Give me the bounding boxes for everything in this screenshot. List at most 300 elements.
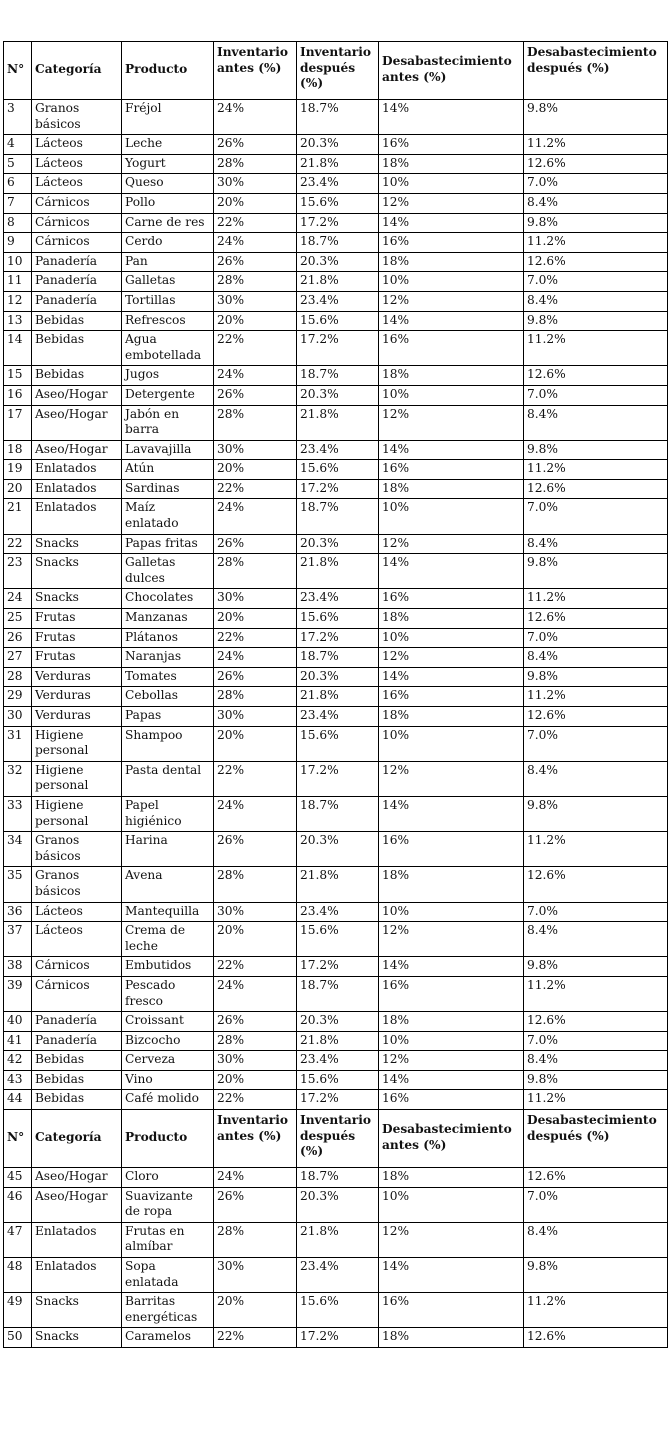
cell-shortage-before: 12%	[379, 648, 524, 668]
table-row	[4, 1051, 668, 1071]
cell-inventory-after: 15.6%	[297, 1293, 379, 1328]
cell-category: Frutas	[32, 648, 122, 668]
table-row	[4, 499, 668, 534]
cell-inventory-after: 21.8%	[297, 867, 379, 902]
cell-product: Cerdo	[122, 233, 214, 253]
cell-inventory-after: 20.3%	[297, 252, 379, 272]
cell-shortage-before: 16%	[379, 589, 524, 609]
cell-shortage-before: 14%	[379, 213, 524, 233]
cell-shortage-before: 14%	[379, 796, 524, 831]
cell-inventory-after: 20.3%	[297, 534, 379, 554]
cell-category: Frutas	[32, 628, 122, 648]
cell-category: Panadería	[32, 291, 122, 311]
cell-inventory-after: 23.4%	[297, 1051, 379, 1071]
table-row	[4, 707, 668, 727]
cell-category: Enlatados	[32, 499, 122, 534]
cell-inventory-before: 24%	[214, 366, 297, 386]
cell-inventory-before: 26%	[214, 135, 297, 155]
cell-shortage-before: 12%	[379, 405, 524, 440]
cell-shortage-after: 7.0%	[524, 902, 668, 922]
cell-category: Granos básicos	[32, 832, 122, 867]
cell-inventory-before: 22%	[214, 761, 297, 796]
cell-category: Lácteos	[32, 154, 122, 174]
cell-category: Panadería	[32, 1012, 122, 1032]
cell-shortage-before: 14%	[379, 1258, 524, 1293]
table-row	[4, 331, 668, 366]
cell-inventory-before: 28%	[214, 154, 297, 174]
cell-inventory-after: 21.8%	[297, 1222, 379, 1257]
cell-product: Pasta dental	[122, 761, 214, 796]
cell-shortage-before: 10%	[379, 272, 524, 292]
data-table	[3, 41, 668, 1348]
cell-product: Barritas energéticas	[122, 1293, 214, 1328]
cell-number: 50	[4, 1328, 32, 1348]
cell-product: Sardinas	[122, 479, 214, 499]
cell-shortage-before: 16%	[379, 976, 524, 1011]
cell-inventory-after: 15.6%	[297, 922, 379, 957]
cell-shortage-before: 10%	[379, 726, 524, 761]
cell-product: Caramelos	[122, 1328, 214, 1348]
cell-inventory-after: 17.2%	[297, 1090, 379, 1110]
cell-shortage-after: 9.8%	[524, 100, 668, 135]
cell-shortage-before: 10%	[379, 902, 524, 922]
cell-inventory-before: 22%	[214, 213, 297, 233]
cell-shortage-before: 18%	[379, 154, 524, 174]
cell-inventory-before: 28%	[214, 272, 297, 292]
cell-shortage-before: 14%	[379, 440, 524, 460]
cell-product: Mantequilla	[122, 902, 214, 922]
cell-number: 12	[4, 291, 32, 311]
cell-inventory-before: 22%	[214, 1328, 297, 1348]
cell-inventory-before: 30%	[214, 589, 297, 609]
cell-product: Carne de res	[122, 213, 214, 233]
cell-product: Naranjas	[122, 648, 214, 668]
table-row	[4, 311, 668, 331]
cell-inventory-after: 20.3%	[297, 1012, 379, 1032]
cell-category: Lácteos	[32, 922, 122, 957]
cell-shortage-before: 12%	[379, 1051, 524, 1071]
cell-shortage-after: 12.6%	[524, 252, 668, 272]
table-row	[4, 213, 668, 233]
cell-shortage-after: 8.4%	[524, 405, 668, 440]
cell-inventory-after: 23.4%	[297, 589, 379, 609]
cell-inventory-after: 17.2%	[297, 479, 379, 499]
cell-inventory-after: 15.6%	[297, 1070, 379, 1090]
table-row	[4, 1222, 668, 1257]
cell-shortage-after: 11.2%	[524, 589, 668, 609]
cell-product: Atún	[122, 460, 214, 480]
cell-shortage-after: 11.2%	[524, 832, 668, 867]
cell-shortage-before: 12%	[379, 291, 524, 311]
cell-inventory-before: 24%	[214, 1168, 297, 1188]
cell-inventory-after: 18.7%	[297, 366, 379, 386]
cell-shortage-before: 18%	[379, 867, 524, 902]
cell-shortage-after: 12.6%	[524, 1328, 668, 1348]
cell-shortage-before: 14%	[379, 554, 524, 589]
table-row	[4, 154, 668, 174]
cell-inventory-after: 17.2%	[297, 761, 379, 796]
cell-category: Panadería	[32, 252, 122, 272]
table-row	[4, 796, 668, 831]
cell-inventory-after: 23.4%	[297, 174, 379, 194]
cell-inventory-before: 30%	[214, 440, 297, 460]
table-row	[4, 479, 668, 499]
table-row	[4, 534, 668, 554]
cell-inventory-before: 24%	[214, 796, 297, 831]
cell-inventory-before: 20%	[214, 193, 297, 213]
table-row	[4, 902, 668, 922]
cell-shortage-after: 11.2%	[524, 331, 668, 366]
cell-inventory-before: 30%	[214, 902, 297, 922]
table-row	[4, 460, 668, 480]
cell-number: 14	[4, 331, 32, 366]
cell-inventory-before: 28%	[214, 1031, 297, 1051]
cell-number: 27	[4, 648, 32, 668]
cell-product: Crema de leche	[122, 922, 214, 957]
cell-number: 21	[4, 499, 32, 534]
cell-inventory-after: 21.8%	[297, 154, 379, 174]
cell-product: Galletas	[122, 272, 214, 292]
cell-inventory-before: 26%	[214, 667, 297, 687]
table-row	[4, 366, 668, 386]
cell-shortage-after: 9.8%	[524, 957, 668, 977]
cell-shortage-after: 7.0%	[524, 385, 668, 405]
cell-shortage-after: 9.8%	[524, 554, 668, 589]
cell-category: Snacks	[32, 554, 122, 589]
cell-shortage-after: 11.2%	[524, 687, 668, 707]
cell-product: Leche	[122, 135, 214, 155]
cell-shortage-before: 14%	[379, 100, 524, 135]
cell-shortage-after: 7.0%	[524, 272, 668, 292]
cell-number: 36	[4, 902, 32, 922]
cell-product: Suavizante de ropa	[122, 1187, 214, 1222]
cell-product: Papel higiénico	[122, 796, 214, 831]
cell-category: Enlatados	[32, 479, 122, 499]
cell-inventory-after: 18.7%	[297, 499, 379, 534]
cell-category: Higiene personal	[32, 796, 122, 831]
cell-product: Pollo	[122, 193, 214, 213]
cell-number: 33	[4, 796, 32, 831]
header-inventory-before: Inventario antes (%)	[214, 1110, 297, 1168]
cell-inventory-after: 18.7%	[297, 796, 379, 831]
cell-inventory-after: 17.2%	[297, 213, 379, 233]
cell-category: Panadería	[32, 272, 122, 292]
cell-shortage-after: 9.8%	[524, 311, 668, 331]
cell-number: 42	[4, 1051, 32, 1071]
header-row	[4, 42, 668, 100]
cell-number: 32	[4, 761, 32, 796]
cell-category: Enlatados	[32, 1258, 122, 1293]
cell-shortage-after: 7.0%	[524, 1031, 668, 1051]
cell-shortage-after: 11.2%	[524, 1293, 668, 1328]
cell-product: Plátanos	[122, 628, 214, 648]
cell-product: Cebollas	[122, 687, 214, 707]
cell-number: 25	[4, 609, 32, 629]
cell-inventory-after: 18.7%	[297, 100, 379, 135]
cell-inventory-before: 28%	[214, 405, 297, 440]
cell-shortage-after: 7.0%	[524, 628, 668, 648]
cell-number: 28	[4, 667, 32, 687]
cell-product: Jabón en barra	[122, 405, 214, 440]
cell-category: Lácteos	[32, 135, 122, 155]
cell-shortage-before: 18%	[379, 1168, 524, 1188]
cell-inventory-before: 30%	[214, 707, 297, 727]
cell-shortage-before: 12%	[379, 193, 524, 213]
cell-shortage-after: 12.6%	[524, 867, 668, 902]
cell-shortage-before: 16%	[379, 135, 524, 155]
cell-inventory-before: 20%	[214, 1070, 297, 1090]
cell-category: Verduras	[32, 687, 122, 707]
cell-inventory-before: 30%	[214, 291, 297, 311]
cell-category: Snacks	[32, 589, 122, 609]
cell-product: Chocolates	[122, 589, 214, 609]
table-row	[4, 1168, 668, 1188]
cell-inventory-after: 15.6%	[297, 726, 379, 761]
cell-category: Bebidas	[32, 366, 122, 386]
cell-product: Manzanas	[122, 609, 214, 629]
cell-number: 30	[4, 707, 32, 727]
table-row	[4, 922, 668, 957]
cell-category: Snacks	[32, 534, 122, 554]
cell-shortage-after: 7.0%	[524, 1187, 668, 1222]
table-row	[4, 1090, 668, 1110]
cell-product: Shampoo	[122, 726, 214, 761]
cell-number: 3	[4, 100, 32, 135]
cell-inventory-before: 20%	[214, 726, 297, 761]
cell-inventory-after: 20.3%	[297, 667, 379, 687]
cell-shortage-after: 11.2%	[524, 1090, 668, 1110]
cell-number: 41	[4, 1031, 32, 1051]
cell-shortage-after: 8.4%	[524, 534, 668, 554]
table-row	[4, 554, 668, 589]
cell-product: Yogurt	[122, 154, 214, 174]
cell-shortage-before: 10%	[379, 628, 524, 648]
cell-inventory-after: 23.4%	[297, 440, 379, 460]
cell-number: 39	[4, 976, 32, 1011]
cell-inventory-before: 22%	[214, 1090, 297, 1110]
cell-inventory-before: 26%	[214, 1012, 297, 1032]
cell-category: Panadería	[32, 1031, 122, 1051]
cell-number: 6	[4, 174, 32, 194]
cell-shortage-after: 8.4%	[524, 291, 668, 311]
cell-category: Verduras	[32, 707, 122, 727]
cell-number: 46	[4, 1187, 32, 1222]
cell-shortage-after: 8.4%	[524, 193, 668, 213]
cell-product: Pescado fresco	[122, 976, 214, 1011]
cell-inventory-before: 30%	[214, 1051, 297, 1071]
cell-shortage-before: 16%	[379, 832, 524, 867]
cell-shortage-after: 9.8%	[524, 667, 668, 687]
cell-number: 17	[4, 405, 32, 440]
cell-category: Aseo/Hogar	[32, 385, 122, 405]
cell-inventory-before: 20%	[214, 311, 297, 331]
cell-inventory-after: 17.2%	[297, 1328, 379, 1348]
cell-inventory-after: 15.6%	[297, 193, 379, 213]
cell-shortage-after: 8.4%	[524, 761, 668, 796]
header-number: N°	[4, 1110, 32, 1168]
table-body	[4, 42, 668, 1348]
cell-inventory-before: 22%	[214, 479, 297, 499]
cell-number: 26	[4, 628, 32, 648]
header-inventory-after: Inventario después (%)	[297, 42, 379, 100]
cell-number: 22	[4, 534, 32, 554]
cell-number: 16	[4, 385, 32, 405]
header-number: N°	[4, 42, 32, 100]
cell-product: Café molido	[122, 1090, 214, 1110]
cell-number: 43	[4, 1070, 32, 1090]
header-category: Categoría	[32, 42, 122, 100]
table-row	[4, 589, 668, 609]
cell-category: Higiene personal	[32, 761, 122, 796]
cell-product: Refrescos	[122, 311, 214, 331]
table-row	[4, 174, 668, 194]
cell-shortage-after: 12.6%	[524, 366, 668, 386]
cell-shortage-after: 9.8%	[524, 1258, 668, 1293]
table-row	[4, 385, 668, 405]
table-row	[4, 648, 668, 668]
cell-shortage-before: 12%	[379, 534, 524, 554]
cell-number: 48	[4, 1258, 32, 1293]
cell-number: 11	[4, 272, 32, 292]
table-row	[4, 609, 668, 629]
cell-shortage-before: 16%	[379, 687, 524, 707]
cell-number: 24	[4, 589, 32, 609]
cell-inventory-before: 30%	[214, 174, 297, 194]
cell-shortage-after: 9.8%	[524, 213, 668, 233]
cell-number: 8	[4, 213, 32, 233]
table-row	[4, 1293, 668, 1328]
cell-shortage-before: 18%	[379, 1328, 524, 1348]
cell-shortage-before: 18%	[379, 1012, 524, 1032]
header-inventory-before: Inventario antes (%)	[214, 42, 297, 100]
cell-product: Cerveza	[122, 1051, 214, 1071]
cell-shortage-before: 14%	[379, 667, 524, 687]
cell-number: 47	[4, 1222, 32, 1257]
cell-inventory-after: 18.7%	[297, 976, 379, 1011]
table-row	[4, 135, 668, 155]
table-row	[4, 1328, 668, 1348]
cell-inventory-after: 21.8%	[297, 1031, 379, 1051]
cell-product: Tortillas	[122, 291, 214, 311]
table-row	[4, 628, 668, 648]
cell-product: Bizcocho	[122, 1031, 214, 1051]
cell-product: Pan	[122, 252, 214, 272]
cell-category: Bebidas	[32, 1070, 122, 1090]
table-row	[4, 761, 668, 796]
cell-inventory-after: 23.4%	[297, 707, 379, 727]
cell-shortage-after: 8.4%	[524, 648, 668, 668]
cell-category: Granos básicos	[32, 867, 122, 902]
cell-inventory-before: 28%	[214, 1222, 297, 1257]
table-row	[4, 957, 668, 977]
cell-shortage-after: 7.0%	[524, 499, 668, 534]
cell-shortage-before: 10%	[379, 385, 524, 405]
cell-number: 49	[4, 1293, 32, 1328]
cell-shortage-before: 18%	[379, 252, 524, 272]
header-shortage-after: Desabastecimiento después (%)	[524, 42, 668, 100]
cell-inventory-before: 28%	[214, 554, 297, 589]
cell-shortage-after: 9.8%	[524, 796, 668, 831]
cell-inventory-before: 20%	[214, 1293, 297, 1328]
cell-shortage-before: 16%	[379, 331, 524, 366]
cell-inventory-after: 21.8%	[297, 554, 379, 589]
cell-inventory-after: 20.3%	[297, 832, 379, 867]
table-row	[4, 1012, 668, 1032]
cell-product: Tomates	[122, 667, 214, 687]
cell-inventory-after: 15.6%	[297, 609, 379, 629]
cell-product: Croissant	[122, 1012, 214, 1032]
header-inventory-after: Inventario después (%)	[297, 1110, 379, 1168]
cell-category: Bebidas	[32, 1090, 122, 1110]
table-row	[4, 1187, 668, 1222]
cell-product: Queso	[122, 174, 214, 194]
table-row	[4, 667, 668, 687]
cell-shortage-before: 16%	[379, 233, 524, 253]
cell-category: Lácteos	[32, 174, 122, 194]
cell-inventory-before: 22%	[214, 628, 297, 648]
cell-product: Galletas dulces	[122, 554, 214, 589]
cell-shortage-after: 9.8%	[524, 1070, 668, 1090]
cell-inventory-before: 20%	[214, 460, 297, 480]
cell-shortage-after: 12.6%	[524, 707, 668, 727]
cell-inventory-after: 21.8%	[297, 405, 379, 440]
cell-inventory-after: 20.3%	[297, 135, 379, 155]
cell-inventory-after: 17.2%	[297, 331, 379, 366]
table-row	[4, 867, 668, 902]
cell-inventory-after: 18.7%	[297, 1168, 379, 1188]
cell-category: Cárnicos	[32, 976, 122, 1011]
cell-shortage-before: 10%	[379, 499, 524, 534]
cell-category: Aseo/Hogar	[32, 1187, 122, 1222]
cell-inventory-before: 26%	[214, 1187, 297, 1222]
cell-shortage-before: 18%	[379, 707, 524, 727]
cell-category: Aseo/Hogar	[32, 1168, 122, 1188]
cell-category: Verduras	[32, 667, 122, 687]
cell-inventory-before: 20%	[214, 922, 297, 957]
cell-inventory-before: 22%	[214, 957, 297, 977]
cell-product: Harina	[122, 832, 214, 867]
table-row	[4, 976, 668, 1011]
cell-inventory-before: 24%	[214, 499, 297, 534]
header-row	[4, 1110, 668, 1168]
cell-product: Sopa enlatada	[122, 1258, 214, 1293]
cell-number: 44	[4, 1090, 32, 1110]
cell-shortage-before: 10%	[379, 174, 524, 194]
cell-inventory-before: 22%	[214, 331, 297, 366]
cell-category: Cárnicos	[32, 213, 122, 233]
table-row	[4, 832, 668, 867]
cell-category: Higiene personal	[32, 726, 122, 761]
cell-product: Embutidos	[122, 957, 214, 977]
cell-product: Fréjol	[122, 100, 214, 135]
cell-inventory-after: 15.6%	[297, 311, 379, 331]
cell-inventory-after: 18.7%	[297, 648, 379, 668]
cell-shortage-before: 14%	[379, 1070, 524, 1090]
cell-shortage-before: 14%	[379, 957, 524, 977]
cell-shortage-after: 8.4%	[524, 922, 668, 957]
cell-product: Cloro	[122, 1168, 214, 1188]
header-shortage-before: Desabastecimiento antes (%)	[379, 1110, 524, 1168]
cell-inventory-after: 23.4%	[297, 291, 379, 311]
table-row	[4, 440, 668, 460]
cell-shortage-before: 14%	[379, 311, 524, 331]
cell-shortage-after: 7.0%	[524, 174, 668, 194]
cell-product: Papas	[122, 707, 214, 727]
cell-number: 31	[4, 726, 32, 761]
cell-inventory-before: 24%	[214, 233, 297, 253]
cell-inventory-after: 20.3%	[297, 1187, 379, 1222]
table-row	[4, 100, 668, 135]
